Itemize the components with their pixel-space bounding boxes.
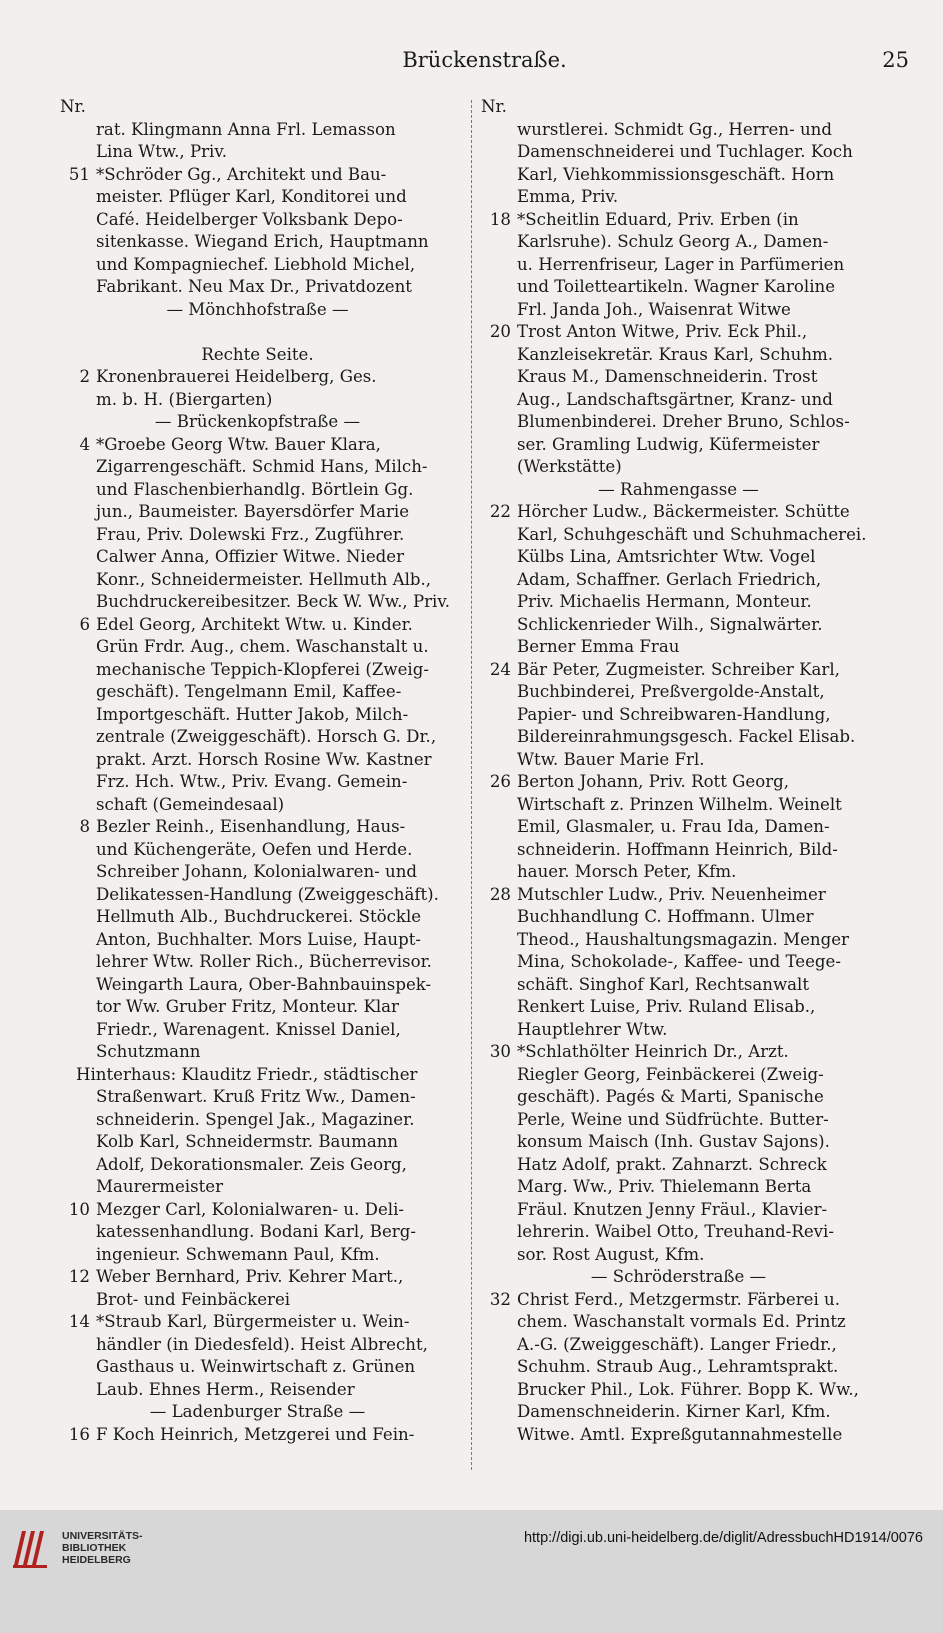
- entry-line: [60, 996, 455, 1019]
- entry-line: [60, 839, 455, 862]
- entry-text: Berton Johann, Priv. Rott Georg,: [517, 772, 790, 791]
- entry-line: [60, 434, 455, 457]
- entry-line: [481, 164, 876, 187]
- house-number: 18: [489, 209, 511, 229]
- entry-text: mechanische Teppich-Klopferei (Zweig-: [96, 659, 429, 679]
- entry-text: Hinterhaus: Klauditz Friedr., städtischer: [76, 1064, 418, 1084]
- entry-text: Mutschler Ludw., Priv. Neuenheimer: [517, 884, 826, 904]
- entry-line: [481, 209, 876, 232]
- entry-line: [60, 276, 455, 299]
- entry-text: Buchdruckereibesitzer. Beck W. Ww., Priv.: [96, 592, 451, 611]
- entry-line: [481, 659, 876, 682]
- entry-text: Bildereinrahmungsgesch. Fackel Elisab.: [517, 727, 856, 746]
- entry-line: [481, 614, 876, 637]
- entry-text: Emma, Priv.: [517, 187, 619, 206]
- entry-text: (Werkstätte): [517, 457, 622, 476]
- entry-line: [60, 1221, 455, 1244]
- entry-line: [60, 1356, 455, 1379]
- entry-line: [481, 771, 876, 794]
- entry-text: Priv. Michaelis Hermann, Monteur.: [517, 592, 812, 611]
- entry-line: [60, 816, 455, 839]
- cross-street-label: Rechte Seite.: [201, 344, 314, 364]
- entry-text: und Kompagniechef. Liebhold Michel,: [96, 254, 416, 274]
- entry-line: [481, 501, 876, 524]
- library-name-line: HEIDELBERG: [62, 1554, 131, 1566]
- entry-text: schneiderin. Hoffmann Heinrich, Bild-: [517, 839, 838, 859]
- entry-text: Weingarth Laura, Ober-Bahnbauinspek-: [96, 974, 432, 994]
- house-number: 2: [79, 367, 90, 386]
- entry-text: *Groebe Georg Wtw. Bauer Klara,: [96, 434, 381, 454]
- entry-line: [60, 1401, 455, 1424]
- entry-line: [60, 929, 455, 952]
- entry-text: Christ Ferd., Metzgermstr. Färberei u.: [517, 1289, 841, 1309]
- entry-text: *Straub Karl, Bürgermeister u. Wein-: [96, 1312, 410, 1331]
- entry-line: [481, 186, 876, 209]
- page-header: [60, 48, 909, 78]
- entry-line: [481, 1131, 876, 1154]
- entry-text: Kraus M., Damenschneiderin. Trost: [517, 367, 818, 386]
- entry-line: [481, 321, 876, 344]
- entry-text: Bär Peter, Zugmeister. Schreiber Karl,: [517, 659, 840, 679]
- entry-text: geschäft). Tengelmann Emil, Kaffee-: [96, 682, 402, 701]
- entry-line: [60, 141, 455, 164]
- entry-line: [481, 1311, 876, 1334]
- house-number: 30: [489, 1042, 511, 1061]
- house-number: 24: [489, 659, 511, 679]
- entry-text: Straßenwart. Kruß Fritz Ww., Damen-: [96, 1087, 416, 1106]
- footer-bar: [0, 1510, 943, 1633]
- entry-line: [60, 389, 455, 412]
- university-logo-icon: [10, 1525, 56, 1571]
- cross-street-label: — Schröderstraße —: [590, 1267, 767, 1286]
- entry-line: [481, 1176, 876, 1199]
- entry-text: A.-G. (Zweiggeschäft). Langer Friedr.,: [517, 1334, 837, 1354]
- entry-line: [481, 96, 876, 119]
- house-number: 10: [68, 1199, 90, 1219]
- entry-line: [60, 456, 455, 479]
- left-column: [60, 96, 455, 1446]
- entry-line: [60, 614, 455, 637]
- entry-text: Adolf, Dekorationsmaler. Zeis Georg,: [96, 1154, 407, 1174]
- entry-text: Berner Emma Frau: [517, 637, 680, 656]
- entry-text: *Schlathölter Heinrich Dr., Arzt.: [517, 1042, 789, 1061]
- entry-line: [481, 636, 876, 659]
- entry-text: Trost Anton Witwe, Priv. Eck Phil.,: [517, 322, 808, 341]
- entry-text: Grün Frdr. Aug., chem. Waschanstalt u.: [96, 637, 429, 656]
- entry-text: sor. Rost August, Kfm.: [517, 1244, 705, 1264]
- entry-text: Frl. Janda Joh., Waisenrat Witwe: [517, 299, 791, 319]
- entry-line: [481, 1379, 876, 1402]
- entry-line: [481, 411, 876, 434]
- entry-line: [60, 1176, 455, 1199]
- entry-line: [481, 929, 876, 952]
- entry-text: Wirtschaft z. Prinzen Wilhelm. Weinelt: [517, 794, 842, 814]
- entry-text: Karl, Viehkommissionsgeschäft. Horn: [517, 164, 835, 184]
- entry-line: [481, 524, 876, 547]
- entry-line: [481, 546, 876, 569]
- entry-text: Café. Heidelberger Volksbank Depo-: [96, 209, 403, 229]
- house-number: 12: [68, 1267, 90, 1286]
- house-number: 8: [79, 817, 90, 836]
- entry-text: Kronenbrauerei Heidelberg, Ges.: [96, 367, 377, 386]
- entry-text: Hauptlehrer Wtw.: [517, 1019, 668, 1039]
- entry-line: [481, 276, 876, 299]
- house-number: 32: [489, 1289, 511, 1309]
- entry-text: Anton, Buchhalter. Mors Luise, Haupt-: [96, 929, 422, 949]
- entry-line: [481, 681, 876, 704]
- library-name-line: BIBLIOTHEK: [62, 1542, 127, 1554]
- entry-line: [481, 389, 876, 412]
- entry-line: [481, 1064, 876, 1087]
- entry-line: [60, 1289, 455, 1312]
- entry-line: [60, 366, 455, 389]
- entry-line: [60, 231, 455, 254]
- entry-line: [60, 681, 455, 704]
- entry-line: [481, 1221, 876, 1244]
- entry-line: [481, 726, 876, 749]
- entry-line: [60, 546, 455, 569]
- entry-text: tor Ww. Gruber Fritz, Monteur. Klar: [96, 997, 399, 1016]
- entry-line: [481, 884, 876, 907]
- entry-line: [481, 1244, 876, 1267]
- entry-text: lehrer Wtw. Roller Rich., Bücherrevisor.: [96, 952, 432, 971]
- page-number: 25: [882, 48, 909, 72]
- entry-line: [60, 1154, 455, 1177]
- entry-line: [481, 1356, 876, 1379]
- entry-line: [60, 659, 455, 682]
- entry-text: Kanzleisekretär. Kraus Karl, Schuhm.: [517, 344, 834, 364]
- house-number: 20: [489, 322, 511, 341]
- entry-text: Frau, Priv. Dolewski Frz., Zugführer.: [96, 524, 405, 544]
- cross-street-label: — Ladenburger Straße —: [149, 1402, 366, 1421]
- library-name: [62, 1530, 143, 1566]
- entry-line: [60, 861, 455, 884]
- entry-text: Schlickenrieder Wilh., Signalwärter.: [517, 614, 823, 634]
- entry-line: [60, 524, 455, 547]
- entry-text: und Küchengeräte, Oefen und Herde.: [96, 839, 413, 859]
- entry-line: [481, 456, 876, 479]
- entry-line: [481, 996, 876, 1019]
- entry-text: Importgeschäft. Hutter Jakob, Milch-: [96, 704, 409, 724]
- house-number: 51: [68, 164, 90, 184]
- entry-text: F Koch Heinrich, Metzgerei und Fein-: [96, 1424, 415, 1444]
- entry-line: [60, 726, 455, 749]
- entry-text: Gasthaus u. Weinwirtschaft z. Grünen: [96, 1357, 416, 1376]
- entry-line: [481, 1086, 876, 1109]
- entry-text: Schutzmann: [96, 1042, 201, 1061]
- entry-text: Mezger Carl, Kolonialwaren- u. Deli-: [96, 1199, 405, 1219]
- entry-text: Friedr., Warenagent. Knissel Daniel,: [96, 1019, 401, 1039]
- entry-line: [481, 141, 876, 164]
- entry-text: Brot- und Feinbäckerei: [96, 1289, 291, 1309]
- entry-text: Külbs Lina, Amtsrichter Wtw. Vogel: [517, 547, 816, 566]
- entry-line: [60, 1086, 455, 1109]
- entry-text: geschäft). Pagés & Marti, Spanische: [517, 1087, 824, 1106]
- entry-line: [481, 1334, 876, 1357]
- entry-text: konsum Maisch (Inh. Gustav Sajons).: [517, 1132, 830, 1151]
- entry-text: sitenkasse. Wiegand Erich, Hauptmann: [96, 232, 429, 251]
- house-number: 16: [68, 1424, 90, 1444]
- entry-text: Bezler Reinh., Eisenhandlung, Haus-: [96, 817, 406, 836]
- entry-line: [60, 1311, 455, 1334]
- entry-line: [481, 861, 876, 884]
- entry-line: [60, 1199, 455, 1222]
- entry-text: Blumenbinderei. Dreher Bruno, Schlos-: [517, 412, 850, 431]
- entry-text: Delikatessen-Handlung (Zweiggeschäft).: [96, 884, 439, 904]
- entry-text: Mina, Schokolade-, Kaffee- und Teege-: [517, 952, 841, 971]
- entry-text: Aug., Landschaftsgärtner, Kranz- und: [517, 389, 833, 409]
- entry-line: [60, 321, 455, 344]
- entry-text: Nr.: [60, 97, 86, 116]
- entry-text: schaft (Gemeindesaal): [96, 794, 285, 814]
- entry-text: Weber Bernhard, Priv. Kehrer Mart.,: [96, 1267, 404, 1286]
- entry-line: [60, 771, 455, 794]
- cross-street-label: — Rahmengasse —: [598, 479, 759, 499]
- entry-line: [60, 1379, 455, 1402]
- house-number: 4: [79, 434, 90, 454]
- cross-street-label: — Mönchhofstraße —: [166, 299, 349, 319]
- entry-line: [481, 974, 876, 997]
- entry-text: zentrale (Zweiggeschäft). Horsch G. Dr.,: [96, 727, 437, 746]
- entry-line: [481, 231, 876, 254]
- entry-line: [481, 1041, 876, 1064]
- right-column: [481, 96, 876, 1446]
- entry-text: *Scheitlin Eduard, Priv. Erben (in: [517, 209, 799, 229]
- entry-line: [481, 1289, 876, 1312]
- entry-text: Fräul. Knutzen Jenny Fräul., Klavier-: [517, 1199, 828, 1219]
- house-number: 14: [68, 1312, 90, 1331]
- entry-text: ingenieur. Schwemann Paul, Kfm.: [96, 1244, 380, 1264]
- entry-text: Schuhm. Straub Aug., Lehramtsprakt.: [517, 1357, 839, 1376]
- entry-line: [60, 411, 455, 434]
- entry-text: Zigarrengeschäft. Schmid Hans, Milch-: [96, 457, 428, 476]
- entry-line: [60, 254, 455, 277]
- entry-line: [481, 299, 876, 322]
- entry-line: [481, 1401, 876, 1424]
- entry-text: Nr.: [481, 97, 507, 116]
- entry-line: [481, 119, 876, 142]
- entry-text: m. b. H. (Biergarten): [96, 389, 273, 409]
- entry-text: ser. Gramling Ludwig, Küfermeister: [517, 434, 820, 454]
- entry-text: katessenhandlung. Bodani Karl, Berg-: [96, 1222, 416, 1241]
- entry-text: Witwe. Amtl. Expreßgutannahmestelle: [517, 1424, 843, 1444]
- entry-line: [60, 749, 455, 772]
- entry-line: [60, 1109, 455, 1132]
- entry-text: schäft. Singhof Karl, Rechtsanwalt: [517, 974, 810, 994]
- entry-text: Schreiber Johann, Kolonialwaren- und: [96, 862, 418, 881]
- entry-text: jun., Baumeister. Bayersdörfer Marie: [96, 502, 410, 521]
- entry-line: [60, 1064, 455, 1087]
- entry-text: Theod., Haushaltungsmagazin. Menger: [517, 929, 849, 949]
- entry-text: händler (in Diedesfeld). Heist Albrecht,: [96, 1334, 428, 1354]
- entry-text: wurstlerei. Schmidt Gg., Herren- und: [517, 119, 832, 139]
- entry-line: [60, 794, 455, 817]
- entry-line: [60, 119, 455, 142]
- source-url-link[interactable]: http://digi.ub.uni-heidelberg.de/diglit/AdressbuchHD1914/0076: [523, 1530, 923, 1546]
- entry-line: [481, 254, 876, 277]
- entry-text: Papier- und Schreibwaren-Handlung,: [517, 704, 831, 724]
- entry-text: Hörcher Ludw., Bäckermeister. Schütte: [517, 502, 850, 521]
- entry-text: prakt. Arzt. Horsch Rosine Ww. Kastner: [96, 749, 432, 769]
- entry-text: Hellmuth Alb., Buchdruckerei. Stöckle: [96, 907, 422, 926]
- entry-line: [60, 884, 455, 907]
- entry-text: u. Herrenfriseur, Lager in Parfümerien: [517, 254, 845, 274]
- entry-line: [60, 164, 455, 187]
- entry-text: Hatz Adolf, prakt. Zahnarzt. Schreck: [517, 1154, 827, 1174]
- entry-text: Emil, Glasmaler, u. Frau Ida, Damen-: [517, 817, 830, 836]
- entry-line: [481, 434, 876, 457]
- entry-line: [60, 1424, 455, 1447]
- house-number: 6: [79, 614, 90, 634]
- house-number: 22: [489, 502, 511, 521]
- entry-text: hauer. Morsch Peter, Kfm.: [517, 862, 737, 881]
- entry-line: [60, 569, 455, 592]
- entry-line: [60, 704, 455, 727]
- entry-line: [60, 1019, 455, 1042]
- entry-text: rat. Klingmann Anna Frl. Lemasson: [96, 119, 396, 139]
- entry-line: [481, 591, 876, 614]
- entry-text: Laub. Ehnes Herm., Reisender: [96, 1379, 355, 1399]
- entry-text: Perle, Weine und Südfrüchte. Butter-: [517, 1109, 829, 1129]
- entry-text: Karlsruhe). Schulz Georg A., Damen-: [517, 232, 829, 251]
- entry-line: [60, 344, 455, 367]
- entry-line: [60, 209, 455, 232]
- entry-line: [481, 906, 876, 929]
- entry-text: *Schröder Gg., Architekt und Bau-: [96, 164, 387, 184]
- entry-text: Lina Wtw., Priv.: [96, 142, 228, 161]
- entry-line: [481, 816, 876, 839]
- entry-line: [481, 1199, 876, 1222]
- entry-line: [60, 1131, 455, 1154]
- entry-line: [481, 1154, 876, 1177]
- entry-line: [60, 479, 455, 502]
- entry-line: [60, 906, 455, 929]
- entry-text: Frz. Hch. Wtw., Priv. Evang. Gemein-: [96, 772, 408, 791]
- entry-line: [60, 636, 455, 659]
- entry-line: [481, 344, 876, 367]
- entry-text: Edel Georg, Architekt Wtw. u. Kinder.: [96, 614, 413, 634]
- entry-text: Wtw. Bauer Marie Frl.: [517, 749, 705, 769]
- entry-line: [60, 186, 455, 209]
- entry-line: [60, 1334, 455, 1357]
- entry-line: [60, 951, 455, 974]
- entry-line: [481, 1424, 876, 1447]
- entry-text: lehrerin. Waibel Otto, Treuhand-Revi-: [517, 1222, 834, 1241]
- entry-line: [60, 1244, 455, 1267]
- entry-text: Adam, Schaffner. Gerlach Friedrich,: [517, 569, 822, 589]
- entry-text: Calwer Anna, Offizier Witwe. Nieder: [96, 547, 405, 566]
- entry-line: [60, 1041, 455, 1064]
- entry-text: Kolb Karl, Schneidermstr. Baumann: [96, 1132, 399, 1151]
- entry-line: [481, 794, 876, 817]
- entry-text: schneiderin. Spengel Jak., Magaziner.: [96, 1109, 415, 1129]
- entry-text: Karl, Schuhgeschäft und Schuhmacherei.: [517, 524, 867, 544]
- entry-text: Brucker Phil., Lok. Führer. Bopp K. Ww.,: [517, 1379, 859, 1399]
- entry-text: Riegler Georg, Feinbäckerei (Zweig-: [517, 1064, 824, 1084]
- entry-line: [481, 1266, 876, 1289]
- entry-text: und Toiletteartikeln. Wagner Karoline: [517, 277, 836, 296]
- entry-line: [481, 1109, 876, 1132]
- page-title: Brückenstraße.: [402, 48, 567, 72]
- cross-street-label: — Brückenkopfstraße —: [154, 412, 361, 431]
- entry-line: [60, 974, 455, 997]
- entry-line: [60, 1266, 455, 1289]
- house-number: 28: [489, 884, 511, 904]
- entry-line: [481, 366, 876, 389]
- entry-text: und Flaschenbierhandlg. Börtlein Gg.: [96, 479, 414, 499]
- entry-text: Damenschneiderei und Tuchlager. Koch: [517, 142, 853, 161]
- entry-line: [60, 96, 455, 119]
- column-divider: [471, 100, 472, 1470]
- entry-text: Maurermeister: [96, 1177, 224, 1196]
- house-number: 26: [489, 772, 511, 791]
- entry-line: [481, 569, 876, 592]
- entry-line: [481, 479, 876, 502]
- entry-line: [481, 951, 876, 974]
- entry-text: Konr., Schneidermeister. Hellmuth Alb.,: [96, 569, 432, 589]
- entry-text: chem. Waschanstalt vormals Ed. Printz: [517, 1312, 846, 1331]
- entry-line: [60, 591, 455, 614]
- entry-line: [481, 839, 876, 862]
- entry-line: [481, 749, 876, 772]
- entry-line: [481, 1019, 876, 1042]
- entry-text: Damenschneiderin. Kirner Karl, Kfm.: [517, 1402, 831, 1421]
- entry-line: [60, 501, 455, 524]
- entry-text: Marg. Ww., Priv. Thielemann Berta: [517, 1177, 812, 1196]
- entry-text: Buchhandlung C. Hoffmann. Ulmer: [517, 907, 814, 926]
- entry-text: Fabrikant. Neu Max Dr., Privatdozent: [96, 277, 412, 296]
- entry-text: meister. Pflüger Karl, Konditorei und: [96, 187, 407, 206]
- entry-text: Renkert Luise, Priv. Ruland Elisab.,: [517, 997, 816, 1016]
- entry-line: [481, 704, 876, 727]
- entry-line: [60, 299, 455, 322]
- library-name-line: UNIVERSITÄTS-: [62, 1530, 143, 1542]
- entry-text: Buchbinderei, Preßvergolde-Anstalt,: [517, 682, 825, 701]
